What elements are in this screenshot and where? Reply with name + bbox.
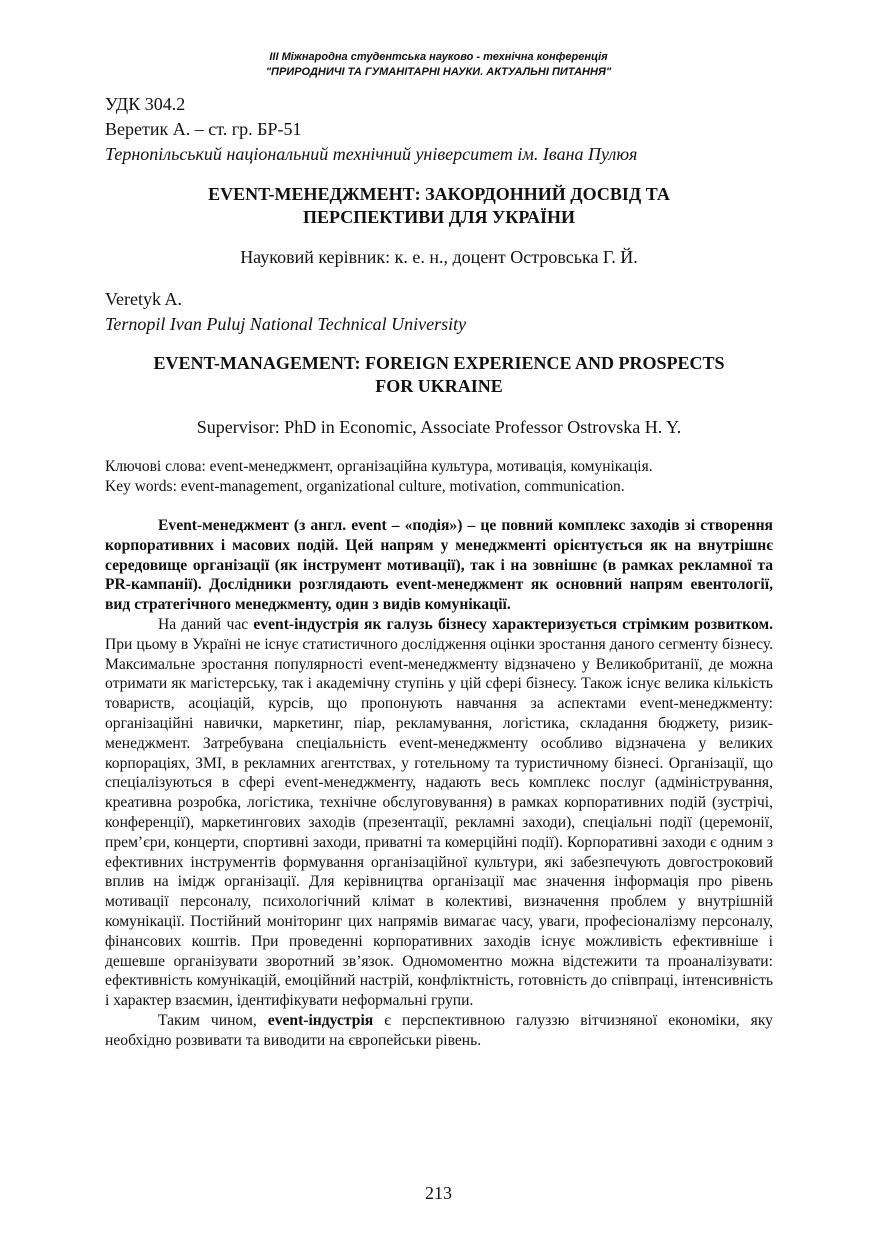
- author-ua: Веретик А. – ст. гр. БР-51: [105, 119, 302, 139]
- supervisor-en: Supervisor: PhD in Economic, Associate Professor Ostrovska H. Y.: [196, 417, 682, 437]
- keywords-en: Key words: event-management, organizational culture, motivation, communication.: [105, 478, 625, 495]
- title-ua-line2: ПЕРСПЕКТИВИ ДЛЯ УКРАЇНИ: [302, 207, 576, 227]
- conference-title: III Міжнародна студентська науково - технічна конференція: [269, 51, 608, 63]
- paragraph-1: [105, 516, 773, 615]
- body-text: [105, 516, 773, 1051]
- ua-meta: [105, 92, 773, 167]
- keywords: [105, 457, 773, 497]
- paragraph-2: [105, 615, 773, 1011]
- paragraph-2-text: При цьому в Україні не існує статистичного дослідження оцінки зростання даного сегменту бізнесу. Максимальне зростання популярності event-менеджменту відзначено у Великобританії, де можна отримати як магістерську, так і академічну ступінь у цій сфері бізнесу. Також існує велика кількість товариств, асоціацій, курсів, що пропонують навчання за аспектами event-менеджменту: організаційні навички, маркетинг, піар, рекламування, логістика, складання бюджету, ризик-менеджмент. Затребувана спеціальність event-менеджменту особливо відзначена у великих корпораціях, ЗМІ, в рекламних агентствах, у готельному та туристичному бізнесі. Організації, що спеціалізуються в сфері event-менеджменту, надають весь комплекс послуг (адміністрування, креативна розробка, логістика, технічне обслуговування) в рамках корпоративних подій (зустрічі, конференції), маркетингових заходів (презентації, рекламні заходи), спеціальні події (церемонії, прем’єри, концерти, спортивні заходи, приватні та комерційні події). Корпоративні заходи є одним з ефективних інструментів формування організаційної культури, які забезпечують довгостроковий вплив на імідж організації. Для керівництва організації має значення інформація про рівень мотивації персоналу, психологічний клімат в колективі, визначення проблем у внутрішній комунікації. Постійний моніторинг цих напрямів вимагає часу, уваги, професіоналізму персоналу, фінансових коштів. При проведенні корпоративних заходів існує можливість ефективніше і дешевше організувати зворотний зв’язок. Одномоментно можна відстежити та проаналізувати: ефективність комунікацій, емоційний настрій, конфліктність, готовність до співпраці, інтенсивність і характер взаємин, ідентифікувати неформальні групи.: [105, 635, 773, 1010]
- author-en: Veretyk A.: [105, 289, 182, 309]
- keywords-ua: Ключові слова: event-менеджмент, організаційна культура, мотивація, комунікація.: [105, 458, 653, 475]
- supervisor-ua: Науковий керівник: к. е. н., доцент Островська Г. Й.: [240, 247, 638, 267]
- paragraph-1-text: Event-менеджмент (з англ. event – «подія») – це повний комплекс заходів зі створення корпоративних і масових подій. Цей напрям у менеджменті орієнтується як на внутрішнє середовище організації (як інструмент мотивації), так і на зовнішнє (в рамках рекламної та PR-кампанії). Дослідники розглядають event-менеджмент як основний напрям евентології, вид стратегічного менеджменту, один з видів комунікації.: [105, 517, 773, 614]
- university-ua: Тернопільський національний технічний університет ім. Івана Пулюя: [105, 144, 638, 164]
- paragraph-3-lead: Таким чином,: [158, 1011, 268, 1029]
- paragraph-3: [105, 1011, 773, 1051]
- title-en-line1: EVENT-MANAGEMENT: FOREIGN EXPERIENCE AND PROSPECTS: [153, 353, 725, 373]
- university-en: Ternopil Ivan Puluj National Technical University: [105, 314, 467, 334]
- page-number: 213: [425, 1183, 452, 1203]
- paragraph-3-text: є перспективною галуззю вітчизняної економіки, яку необхідно розвивати та виводити на європейськи рівень.: [105, 1011, 773, 1049]
- paragraph-3-emphasis: event-індустрія: [267, 1011, 374, 1029]
- title-ua: [105, 183, 773, 229]
- conference-subtitle: "ПРИРОДНИЧІ ТА ГУМАНІТАРНІ НАУКИ. АКТУАЛЬНІ ПИТАННЯ": [265, 66, 612, 78]
- paragraph-2-lead: На даний час: [158, 615, 254, 633]
- en-meta: [105, 287, 773, 337]
- title-en-line2: FOR UKRAINE: [375, 376, 503, 396]
- udk-code: УДК 304.2: [105, 94, 186, 114]
- paragraph-2-emphasis: event-індустрія як галузь бізнесу характеризується стрімким розвитком.: [253, 615, 773, 633]
- conference-header: [0, 50, 877, 80]
- title-en: [105, 352, 773, 398]
- title-ua-line1: EVENT-МЕНЕДЖМЕНТ: ЗАКОРДОННИЙ ДОСВІД ТА: [208, 184, 670, 204]
